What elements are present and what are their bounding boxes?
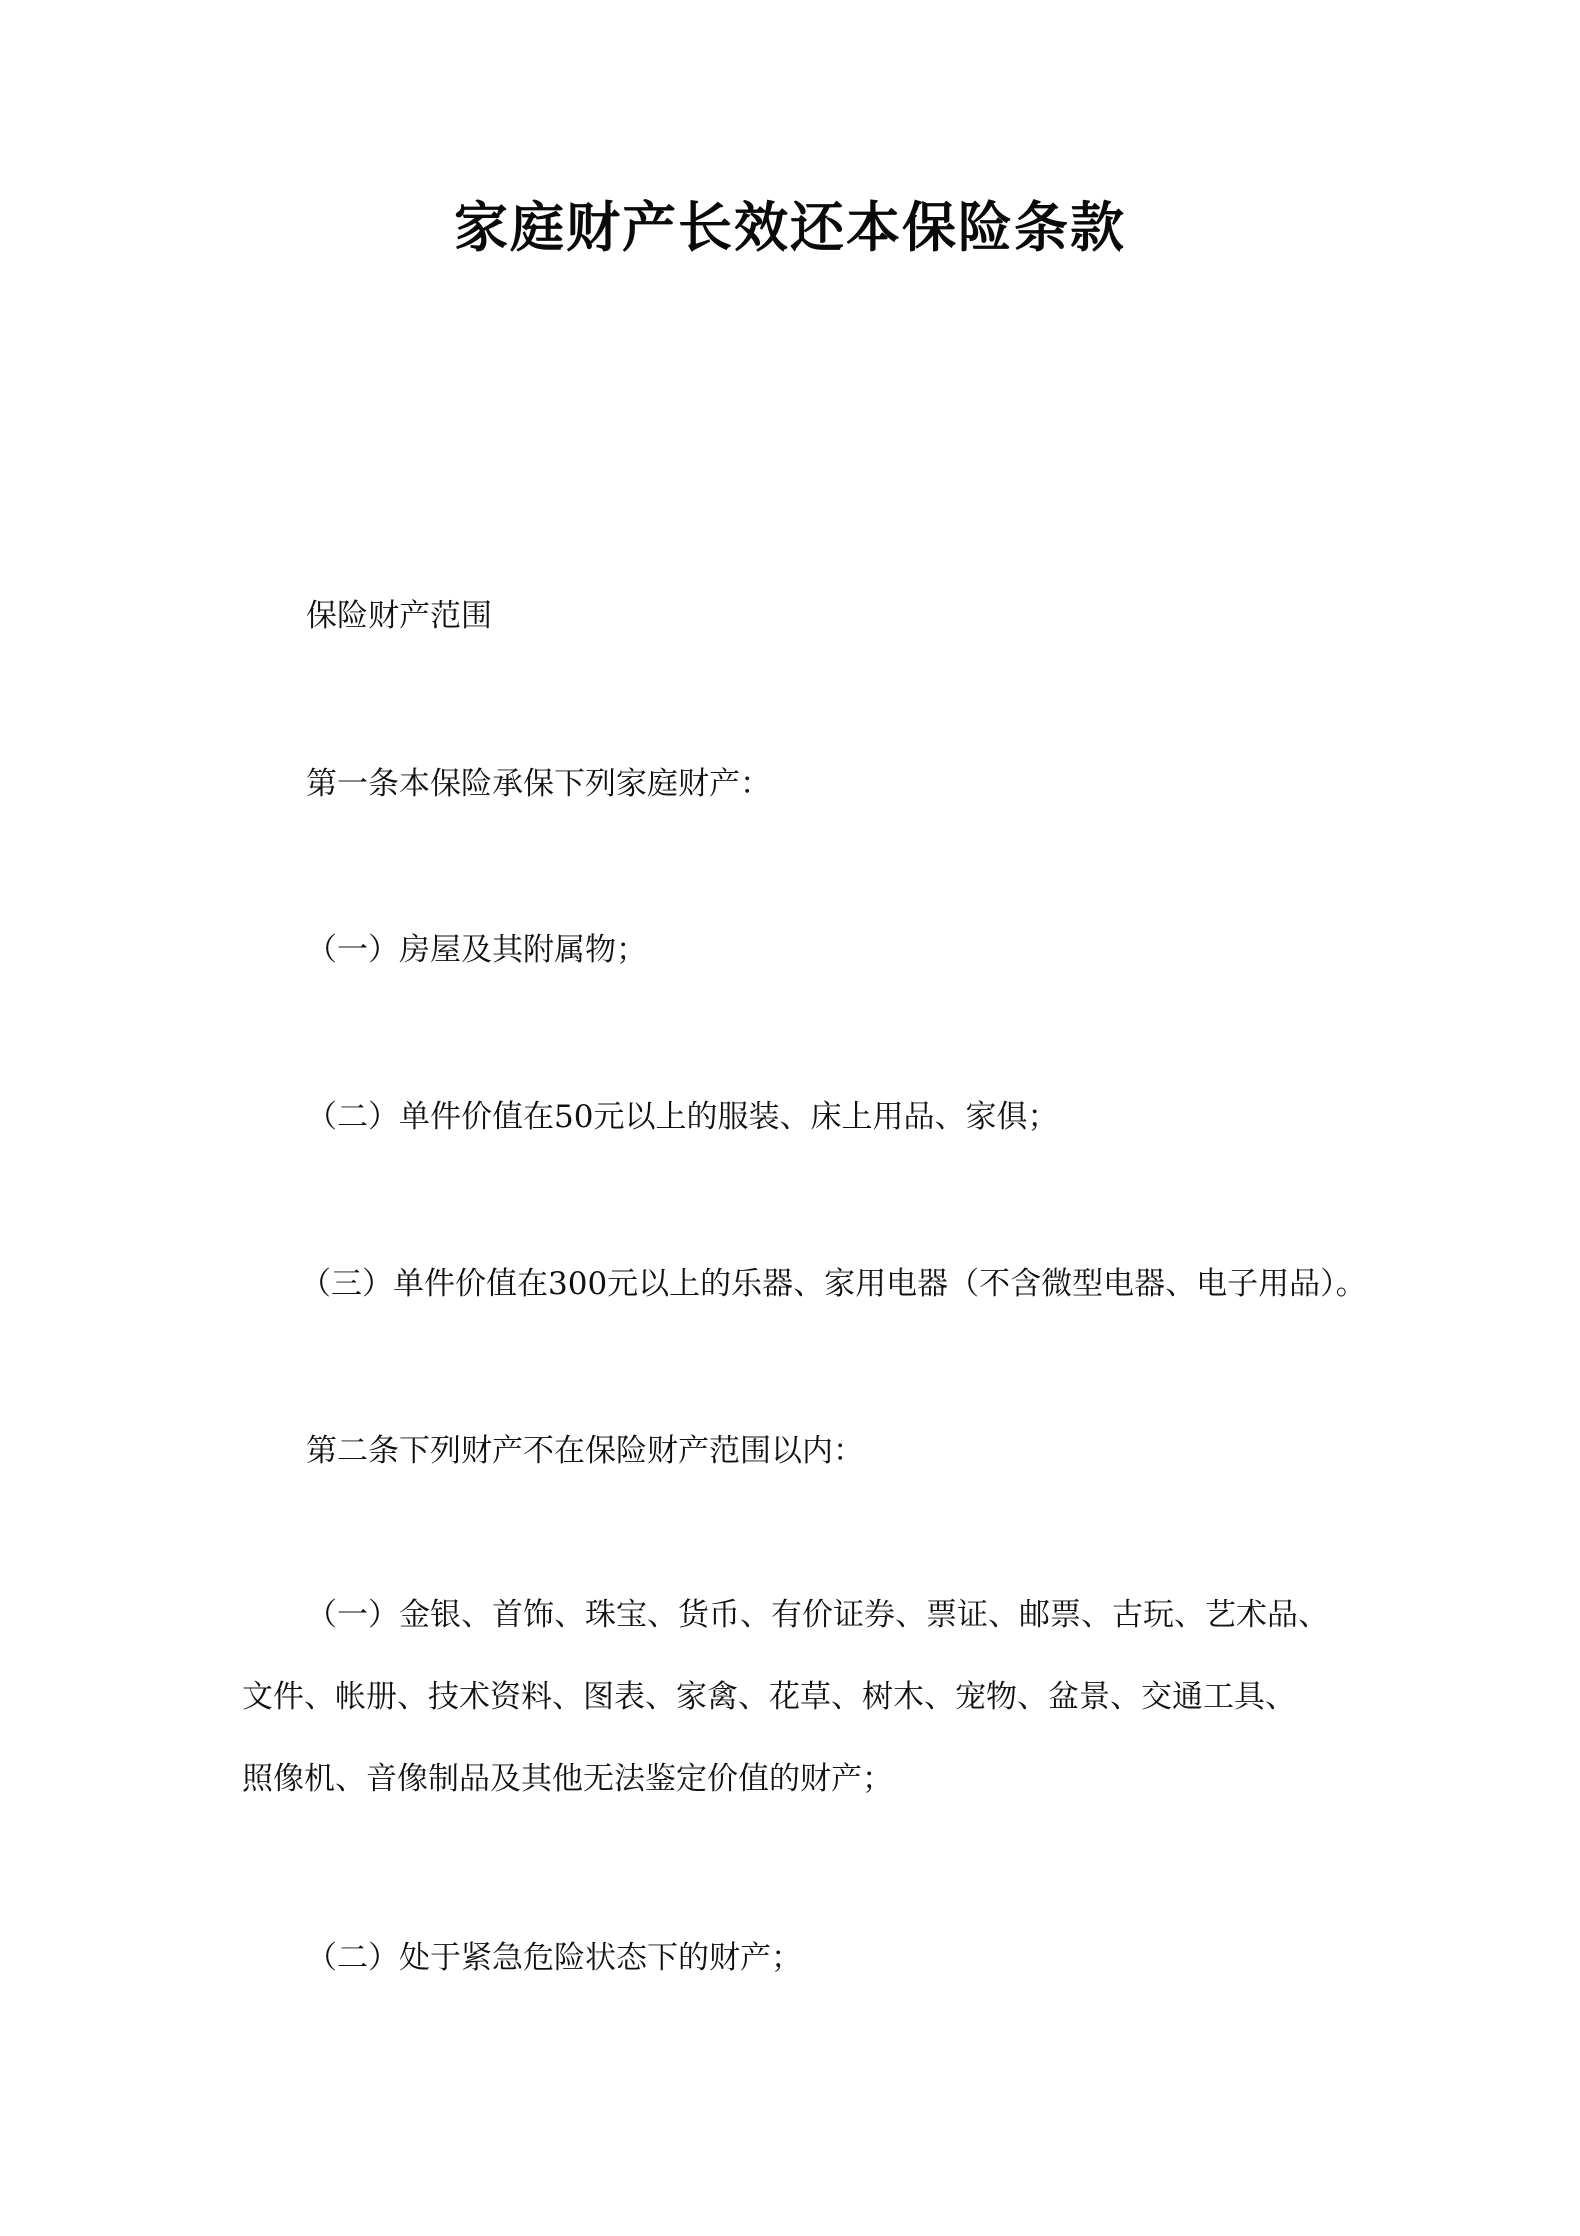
clause-2-item-2: （二）处于紧急危险状态下的财产； (306, 1940, 802, 1976)
section-heading: 保险财产范围 (306, 598, 492, 634)
clause-2-intro: 第二条下列财产不在保险财产范围以内： (306, 1433, 864, 1469)
clause-1-item-2: （二）单件价值在50元以上的服装、床上用品、家俱； (306, 1099, 1059, 1135)
clause-2-item-1-line-3: 照像机、音像制品及其他无法鉴定价值的财产； (242, 1761, 893, 1797)
clause-1-intro: 第一条本保险承保下列家庭财产： (306, 766, 771, 802)
clause-2-item-1-line-2: 文件、帐册、技术资料、图表、家禽、花草、树木、宠物、盆景、交通工具、 (242, 1679, 1296, 1715)
clause-1-item-1: （一）房屋及其附属物； (306, 932, 647, 968)
document-title: 家庭财产长效还本保险条款 (454, 196, 1126, 259)
clause-2-item-1 (242, 1574, 1362, 1820)
clause-2-item-1-line-1: （一）金银、首饰、珠宝、货币、有价证券、票证、邮票、古玩、艺术品、 (306, 1597, 1329, 1633)
clause-1-item-3: （三）单件价值在300元以上的乐器、家用电器（不含微型电器、电子用品）。 (300, 1266, 1367, 1302)
